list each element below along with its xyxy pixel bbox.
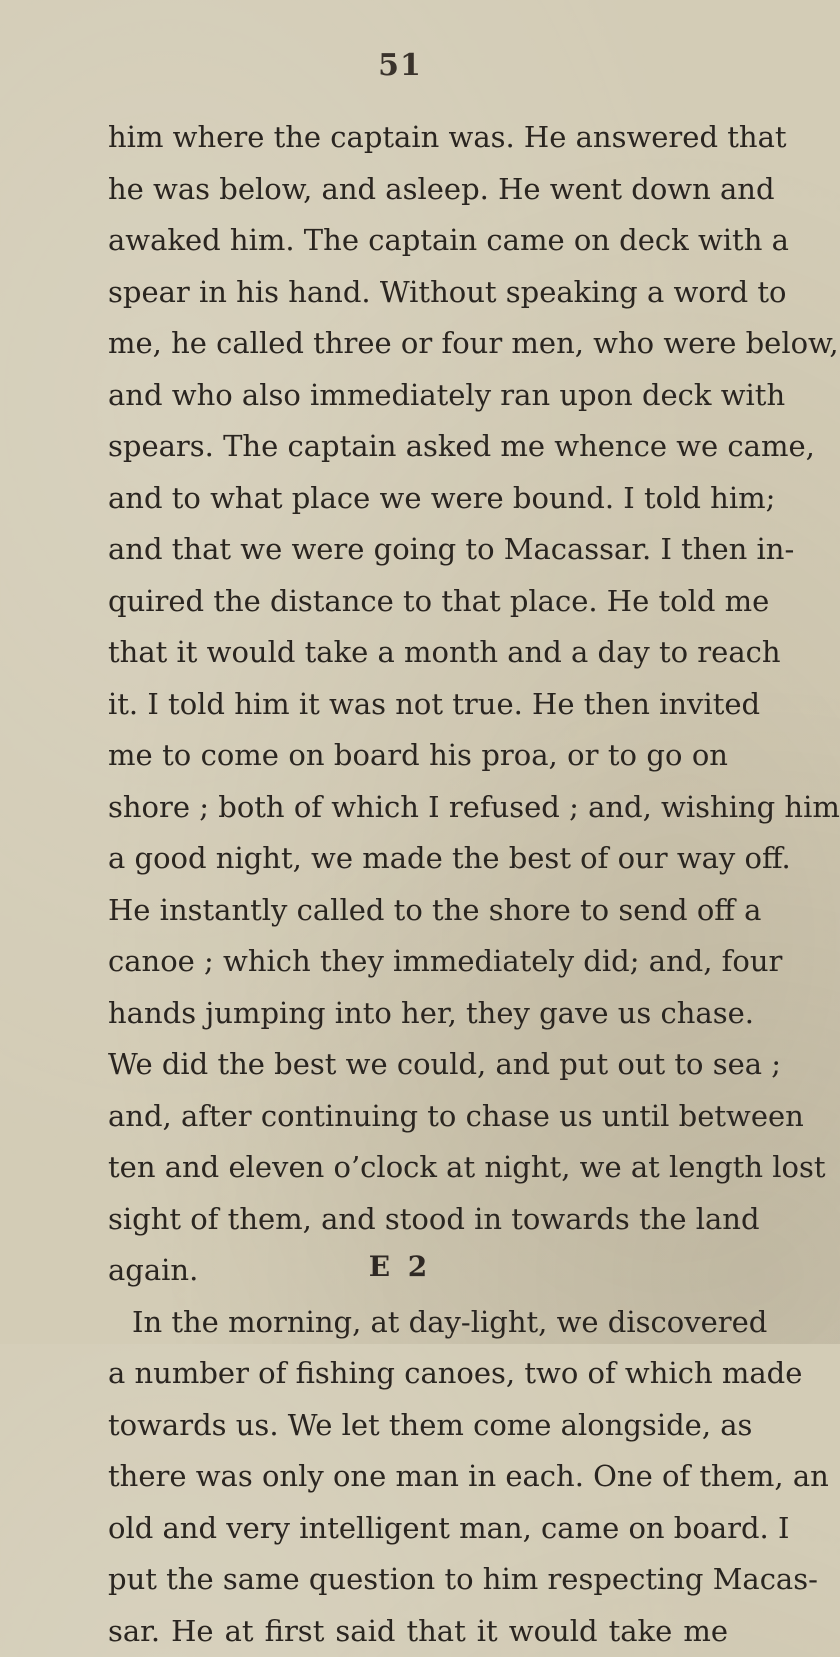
text-line: canoe ; which they immediately did; and, four bbox=[108, 936, 728, 988]
text-line: In the morning, at day-light, we discovered bbox=[108, 1297, 728, 1349]
text-line: put the same question to him respecting Macas- bbox=[108, 1554, 728, 1606]
text-line: that it would take a month and a day to reach bbox=[108, 627, 728, 679]
text-line: He instantly called to the shore to send off a bbox=[108, 885, 728, 937]
text-line: and to what place we were bound. I told him; bbox=[108, 473, 728, 525]
signature-mark: E 2 bbox=[0, 1250, 800, 1283]
text-line: ten and eleven o’clock at night, we at length lost bbox=[108, 1142, 728, 1194]
text-line: sight of them, and stood in towards the land bbox=[108, 1194, 728, 1246]
text-line: and who also immediately ran upon deck with bbox=[108, 370, 728, 422]
text-line: he was below, and asleep. He went down and bbox=[108, 164, 728, 216]
text-line: We did the best we could, and put out to sea ; bbox=[108, 1039, 728, 1091]
text-line: old and very intelligent man, came on board. I bbox=[108, 1503, 728, 1555]
text-line: a number of fishing canoes, two of which made bbox=[108, 1348, 728, 1400]
body-text bbox=[108, 112, 728, 1657]
text-line: sar. He at first said that it would take me bbox=[108, 1606, 728, 1657]
text-line: quired the distance to that place. He told me bbox=[108, 576, 728, 628]
text-line: him where the captain was. He answered that bbox=[108, 112, 728, 164]
text-line: and that we were going to Macassar. I then in- bbox=[108, 524, 728, 576]
text-line: spears. The captain asked me whence we came, bbox=[108, 421, 728, 473]
text-line: spear in his hand. Without speaking a word to bbox=[108, 267, 728, 319]
text-line: a good night, we made the best of our way off. bbox=[108, 833, 728, 885]
page-number: 51 bbox=[0, 48, 800, 83]
text-line: me to come on board his proa, or to go on bbox=[108, 730, 728, 782]
text-line: again. bbox=[108, 1245, 728, 1297]
text-line: me, he called three or four men, who were below, bbox=[108, 318, 728, 370]
text-line: it. I told him it was not true. He then invited bbox=[108, 679, 728, 731]
text-line: there was only one man in each. One of them, an bbox=[108, 1451, 728, 1503]
text-line: hands jumping into her, they gave us chase. bbox=[108, 988, 728, 1040]
text-line: towards us. We let them come alongside, as bbox=[108, 1400, 728, 1452]
text-line: awaked him. The captain came on deck with a bbox=[108, 215, 728, 267]
text-line: shore ; both of which I refused ; and, wishing him bbox=[108, 782, 728, 834]
text-line: and, after continuing to chase us until between bbox=[108, 1091, 728, 1143]
